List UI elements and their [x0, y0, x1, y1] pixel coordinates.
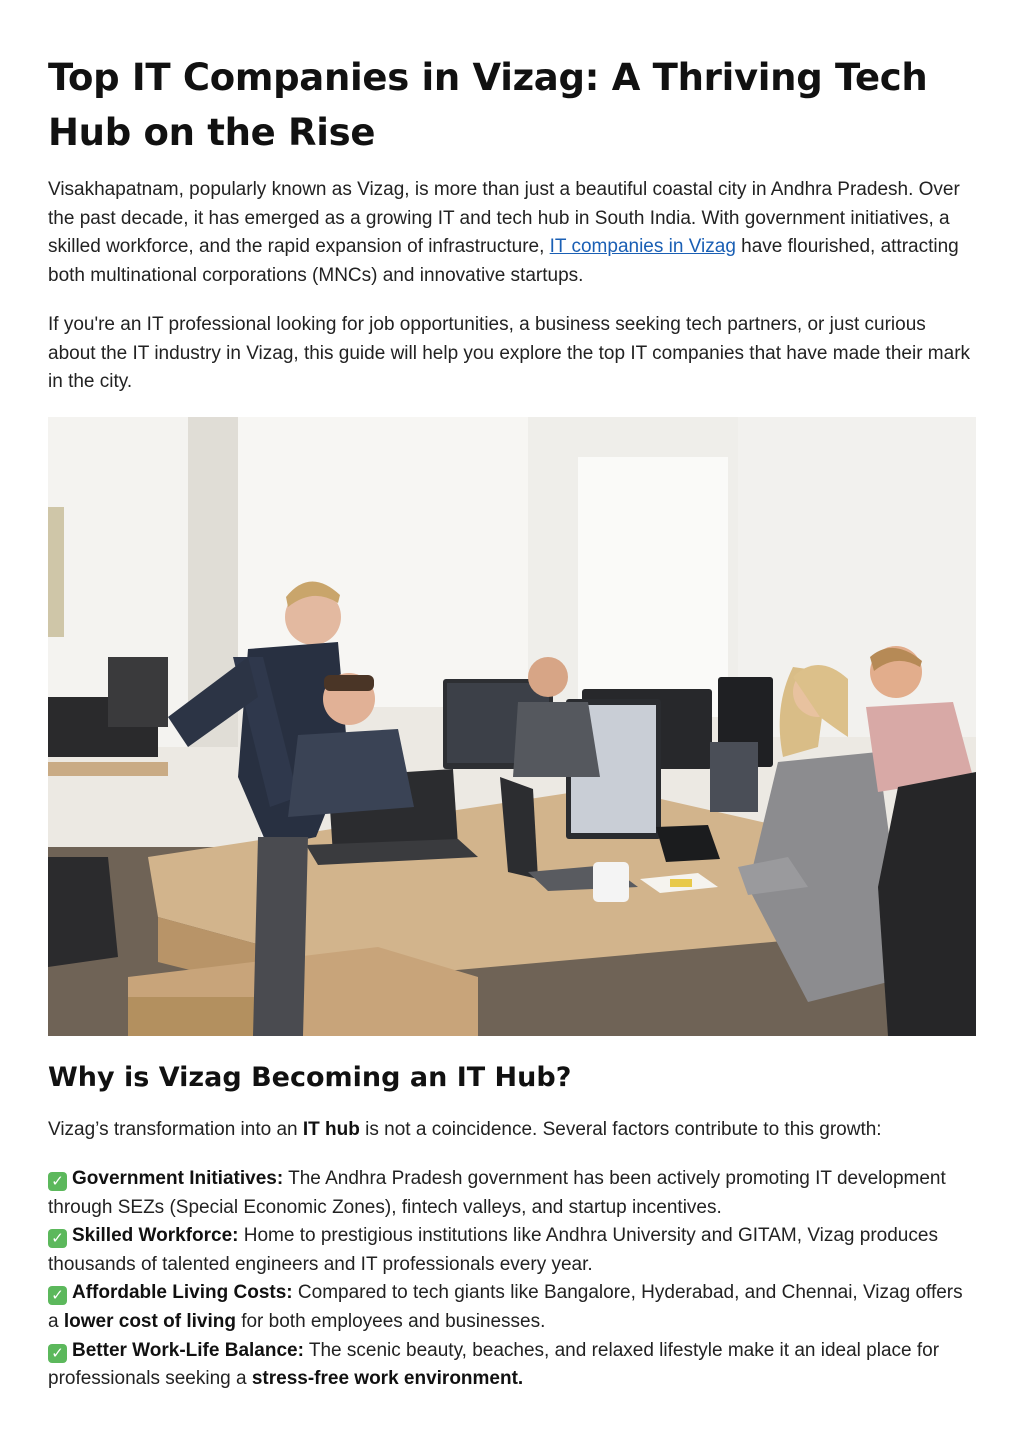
- section-lead: [48, 1116, 978, 1145]
- lead-bold: IT hub: [302, 1119, 360, 1140]
- page-title: Top IT Companies in Vizag: A Thriving Tech Hub on the Rise: [48, 56, 928, 154]
- factor-text: The Andhra Pradesh government has been actively promoting IT development through SEZs (Special Economic Zones), fintech valleys, and startup incentives.: [48, 1168, 946, 1218]
- factors-list: [48, 1165, 978, 1394]
- factor-label: Skilled Workforce:: [72, 1225, 239, 1247]
- list-item: [48, 1279, 978, 1336]
- office-photo: [48, 417, 976, 1036]
- intro-text-start: Visakhapatnam, popularly known as Vizag, is more than just a beautiful coastal city in Andhra Pradesh. Over the past decade, it has emerged as a growing IT and tech hub in South India. With government initiatives, a skilled workforce, and the rapid expansion of infrastructure,: [48, 179, 960, 258]
- lead-text-start: Vizag’s transformation into an: [48, 1119, 303, 1140]
- lead-text-end: is not a coincidence. Several factors contribute to this growth:: [359, 1119, 882, 1140]
- section-heading: Why is Vizag Becoming an IT Hub?: [48, 1062, 572, 1093]
- factor-label: Better Work-Life Balance:: [72, 1339, 304, 1361]
- factor-bold: lower cost of living: [63, 1310, 236, 1332]
- intro-text-end: have flourished, attracting both multinational corporations (MNCs) and innovative startups.: [48, 236, 959, 286]
- factor-bold: stress-free work environment.: [251, 1368, 524, 1390]
- list-item: [48, 1222, 978, 1279]
- check-mark-icon: ✓: [48, 1172, 67, 1191]
- factor-label: Government Initiatives:: [72, 1168, 284, 1189]
- check-mark-icon: ✓: [48, 1344, 67, 1363]
- list-item: [48, 1165, 978, 1222]
- factor-text: The scenic beauty, beaches, and relaxed lifestyle make it an ideal place for professionals seeking a: [48, 1339, 940, 1390]
- guide-paragraph: If you're an IT professional looking for job opportunities, a business seeking tech partners, or just curious about the IT industry in Vizag, this guide will help you explore the top IT companies that have made their mark in the city.: [48, 314, 971, 393]
- factor-text: Home to prestigious institutions like Andhra University and GITAM, Vizag produces thousands of talented engineers and IT professionals every year.: [48, 1225, 938, 1275]
- factor-label: Affordable Living Costs:: [72, 1282, 293, 1304]
- check-mark-icon: ✓: [48, 1229, 67, 1248]
- it-companies-link[interactable]: IT companies in Vizag: [549, 236, 736, 258]
- list-item: [48, 1337, 978, 1394]
- factor-text-end: for both employees and businesses.: [235, 1310, 546, 1332]
- factor-text: Compared to tech giants like Bangalore, Hyderabad, and Chennai, Vizag offers a: [48, 1282, 963, 1332]
- intro-paragraph: [48, 176, 978, 290]
- check-mark-icon: ✓: [48, 1286, 67, 1305]
